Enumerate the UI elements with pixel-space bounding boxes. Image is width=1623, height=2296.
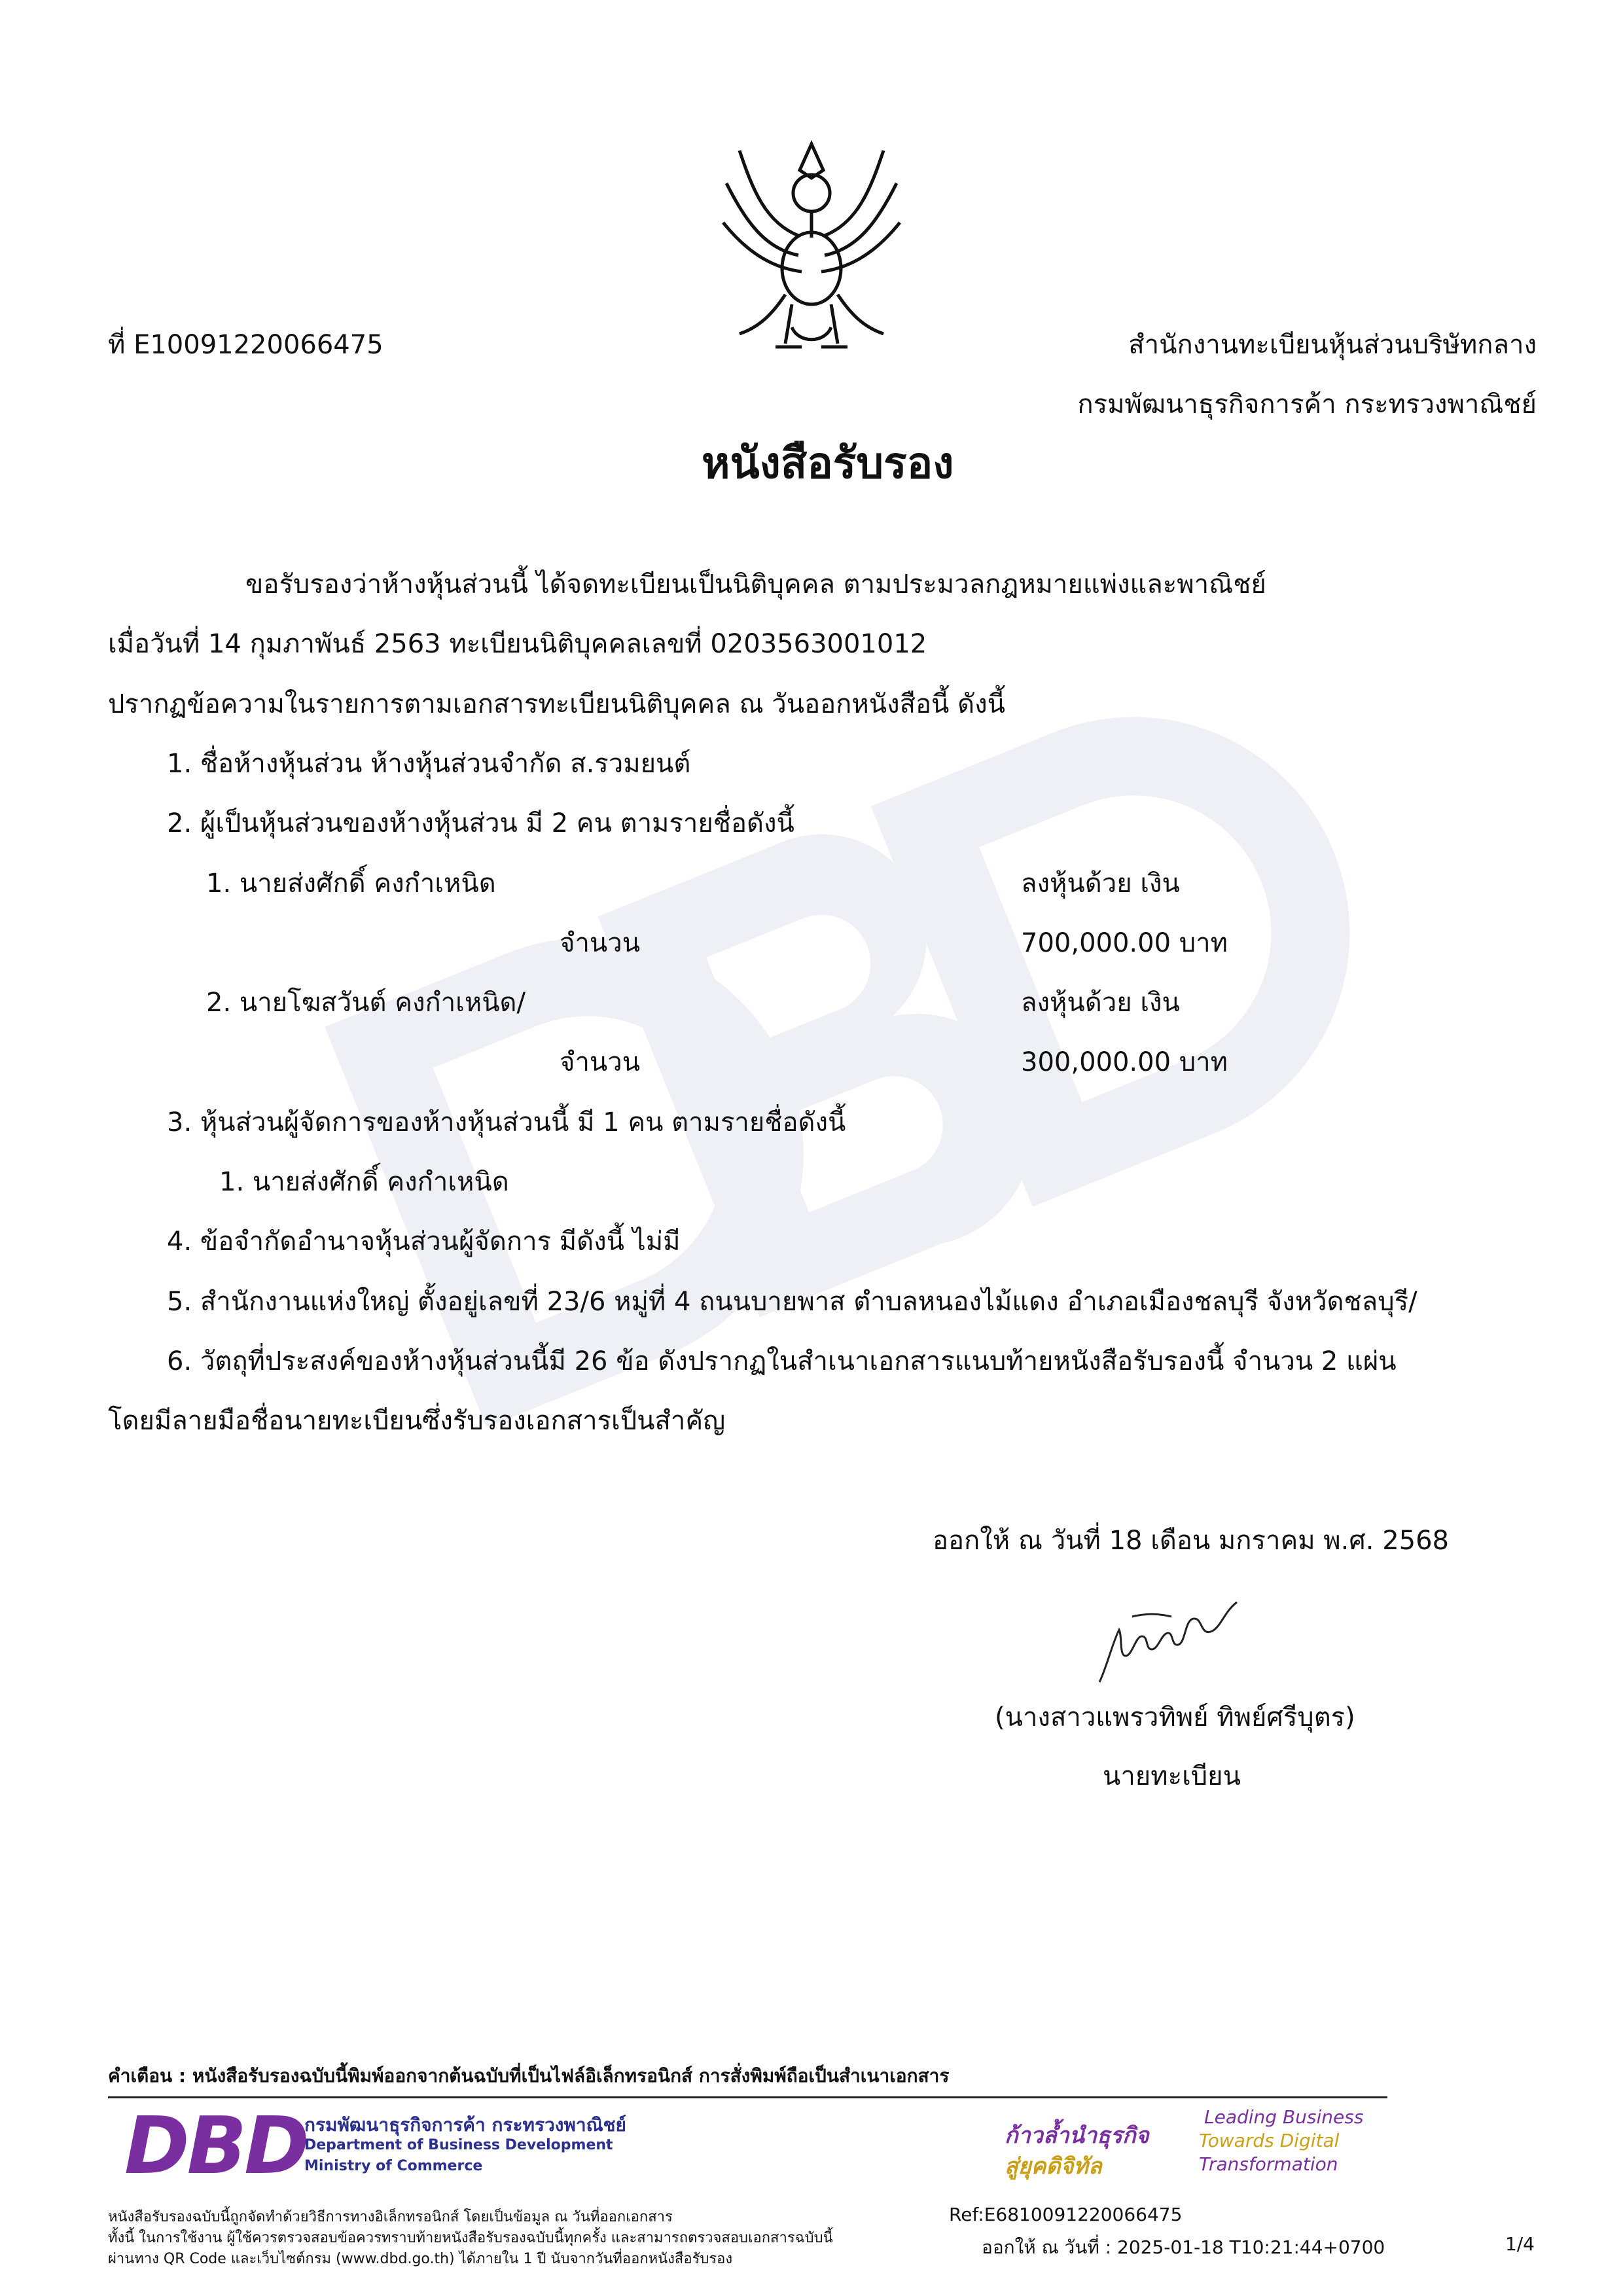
office-name-line1: สำนักงานทะเบียนหุ้นส่วนบริษัทกลาง bbox=[1128, 330, 1537, 360]
item-partners-heading: 2. ผู้เป็นหุ้นส่วนของห้างหุ้นส่วน มี 2 คน ตามรายชื่อดังนี้ bbox=[167, 808, 794, 838]
partner-2-amount-label: จำนวน bbox=[560, 1047, 641, 1077]
item-authority-limits: 4. ข้อจำกัดอำนาจหุ้นส่วนผู้จัดการ มีดังนี้ ไม่มี bbox=[167, 1227, 681, 1257]
document-ref-number: ที่ E10091220066475 bbox=[108, 330, 383, 360]
issue-date: ออกให้ ณ วันที่ 18 เดือน มกราคม พ.ศ. 2568 bbox=[933, 1526, 1450, 1556]
registrar-name: (นางสาวแพรวทิพย์ ทิพย์ศรีบุตร) bbox=[995, 1702, 1355, 1732]
partner-2-name: 2. นายโฆสวันต์ คงกำเหนิด/ bbox=[206, 988, 526, 1018]
document-title: หนังสือรับรอง bbox=[702, 438, 954, 488]
office-name-line2: กรมพัฒนาธุรกิจการค้า กระทรวงพาณิชย์ bbox=[1077, 389, 1537, 420]
dbd-ministry-en: Ministry of Commerce bbox=[304, 2158, 483, 2174]
partner-1-amount: 700,000.00 บาท bbox=[1021, 928, 1228, 958]
slogan-th-line2: สู่ยุคดิจิทัล bbox=[1005, 2153, 1102, 2179]
dbd-department-en: Department of Business Development bbox=[304, 2137, 613, 2153]
dbd-department-th: กรมพัฒนาธุรกิจการค้า กระทรวงพาณิชย์ bbox=[304, 2114, 626, 2136]
intro-line2: เมื่อวันที่ 14 กุมภาพันธ์ 2563 ทะเบียนนิติบุคคลเลขที่ 0203563001012 bbox=[108, 629, 927, 659]
item-head-office: 5. สำนักงานแห่งใหญ่ ตั้งอยู่เลขที่ 23/6 หมู่ที่ 4 ถนนบายพาส ตำบลหนองไม้แดง อำเภอเมืองชลบุรี จังหวัดชลบุรี/ bbox=[167, 1287, 1418, 1317]
partner-2-invest-label: ลงหุ้นด้วย เงิน bbox=[1021, 988, 1180, 1018]
footer-warning: คำเตือน : หนังสือรับรองฉบับนี้พิมพ์ออกจากต้นฉบับที่เป็นไฟล์อิเล็กทรอนิกส์ การสั่งพิมพ์ถือเป็นสำเนาเอกสาร bbox=[108, 2065, 950, 2087]
registrar-signature bbox=[1086, 1590, 1270, 1695]
intro-line1: ขอรับรองว่าห้างหุ้นส่วนนี้ ได้จดทะเบียนเป็นนิติบุคคล ตามประมวลกฎหมายแพ่งและพาณิชย์ bbox=[245, 569, 1266, 600]
footer-divider bbox=[108, 2096, 1387, 2098]
slogan-th-line1: ก้าวล้ำนำธุรกิจ bbox=[1005, 2123, 1149, 2149]
slogan-en-line3: Transformation bbox=[1199, 2153, 1338, 2175]
partner-1-invest-label: ลงหุ้นด้วย เงิน bbox=[1021, 869, 1180, 899]
managing-partner-1: 1. นายส่งศักดิ์ คงกำเหนิด bbox=[219, 1167, 509, 1197]
footer-issued-at: ออกให้ ณ วันที่ : 2025-01-18 T10:21:44+0700 bbox=[982, 2236, 1385, 2258]
intro-line3: ปรากฏข้อความในรายการตามเอกสารทะเบียนนิติบุคคล ณ วันออกหนังสือนี้ ดังนี้ bbox=[108, 689, 1005, 719]
partner-2-amount: 300,000.00 บาท bbox=[1021, 1047, 1228, 1077]
partner-1-amount-label: จำนวน bbox=[560, 928, 641, 958]
slogan-en-line1: Leading Business bbox=[1204, 2106, 1364, 2128]
footer-ref: Ref:E6810091220066475 bbox=[949, 2204, 1183, 2225]
page-number: 1/4 bbox=[1505, 2233, 1535, 2255]
footer-note-line1: หนังสือรับรองฉบับนี้ถูกจัดทำด้วยวิธีการทางอิเล็กทรอนิกส์ โดยเป็นข้อมูล ณ วันที่ออกเอกสาร bbox=[108, 2209, 673, 2225]
dbd-logo: DBD bbox=[124, 2101, 307, 2192]
partner-1-name: 1. นายส่งศักดิ์ คงกำเหนิด bbox=[206, 869, 496, 899]
item-objectives-line2: โดยมีลายมือชื่อนายทะเบียนซึ่งรับรองเอกสารเป็นสำคัญ bbox=[108, 1406, 726, 1436]
registrar-title: นายทะเบียน bbox=[1103, 1761, 1241, 1791]
footer-note-line3: ผ่านทาง QR Code และเว็บไซต์กรม (www.dbd.go.th) ได้ภายใน 1 ปี นับจากวันที่ออกหนังสือรับรอง bbox=[108, 2251, 733, 2267]
garuda-emblem-icon bbox=[713, 131, 910, 367]
dbd-watermark bbox=[249, 655, 1361, 1505]
item-objectives-line1: 6. วัตถุที่ประสงค์ของห้างหุ้นส่วนนี้มี 26 ข้อ ดังปรากฏในสำเนาเอกสารแนบท้ายหนังสือรับรองนี้ จำนวน 2 แผ่น bbox=[167, 1346, 1397, 1376]
slogan-en-line2: Towards Digital bbox=[1199, 2130, 1340, 2151]
item-managing-partners: 3. หุ้นส่วนผู้จัดการของห้างหุ้นส่วนนี้ มี 1 คน ตามรายชื่อดังนี้ bbox=[167, 1107, 846, 1138]
footer-note-line2: ทั้งนี้ ในการใช้งาน ผู้ใช้ควรตรวจสอบข้อควรทราบท้ายหนังสือรับรองฉบับนี้ทุกครั้ง และสามารถตรวจสอบเอกสารฉบับนี้ bbox=[108, 2230, 833, 2246]
item-company-name: 1. ชื่อห้างหุ้นส่วน ห้างหุ้นส่วนจำกัด ส.รวมยนต์ bbox=[167, 749, 691, 779]
